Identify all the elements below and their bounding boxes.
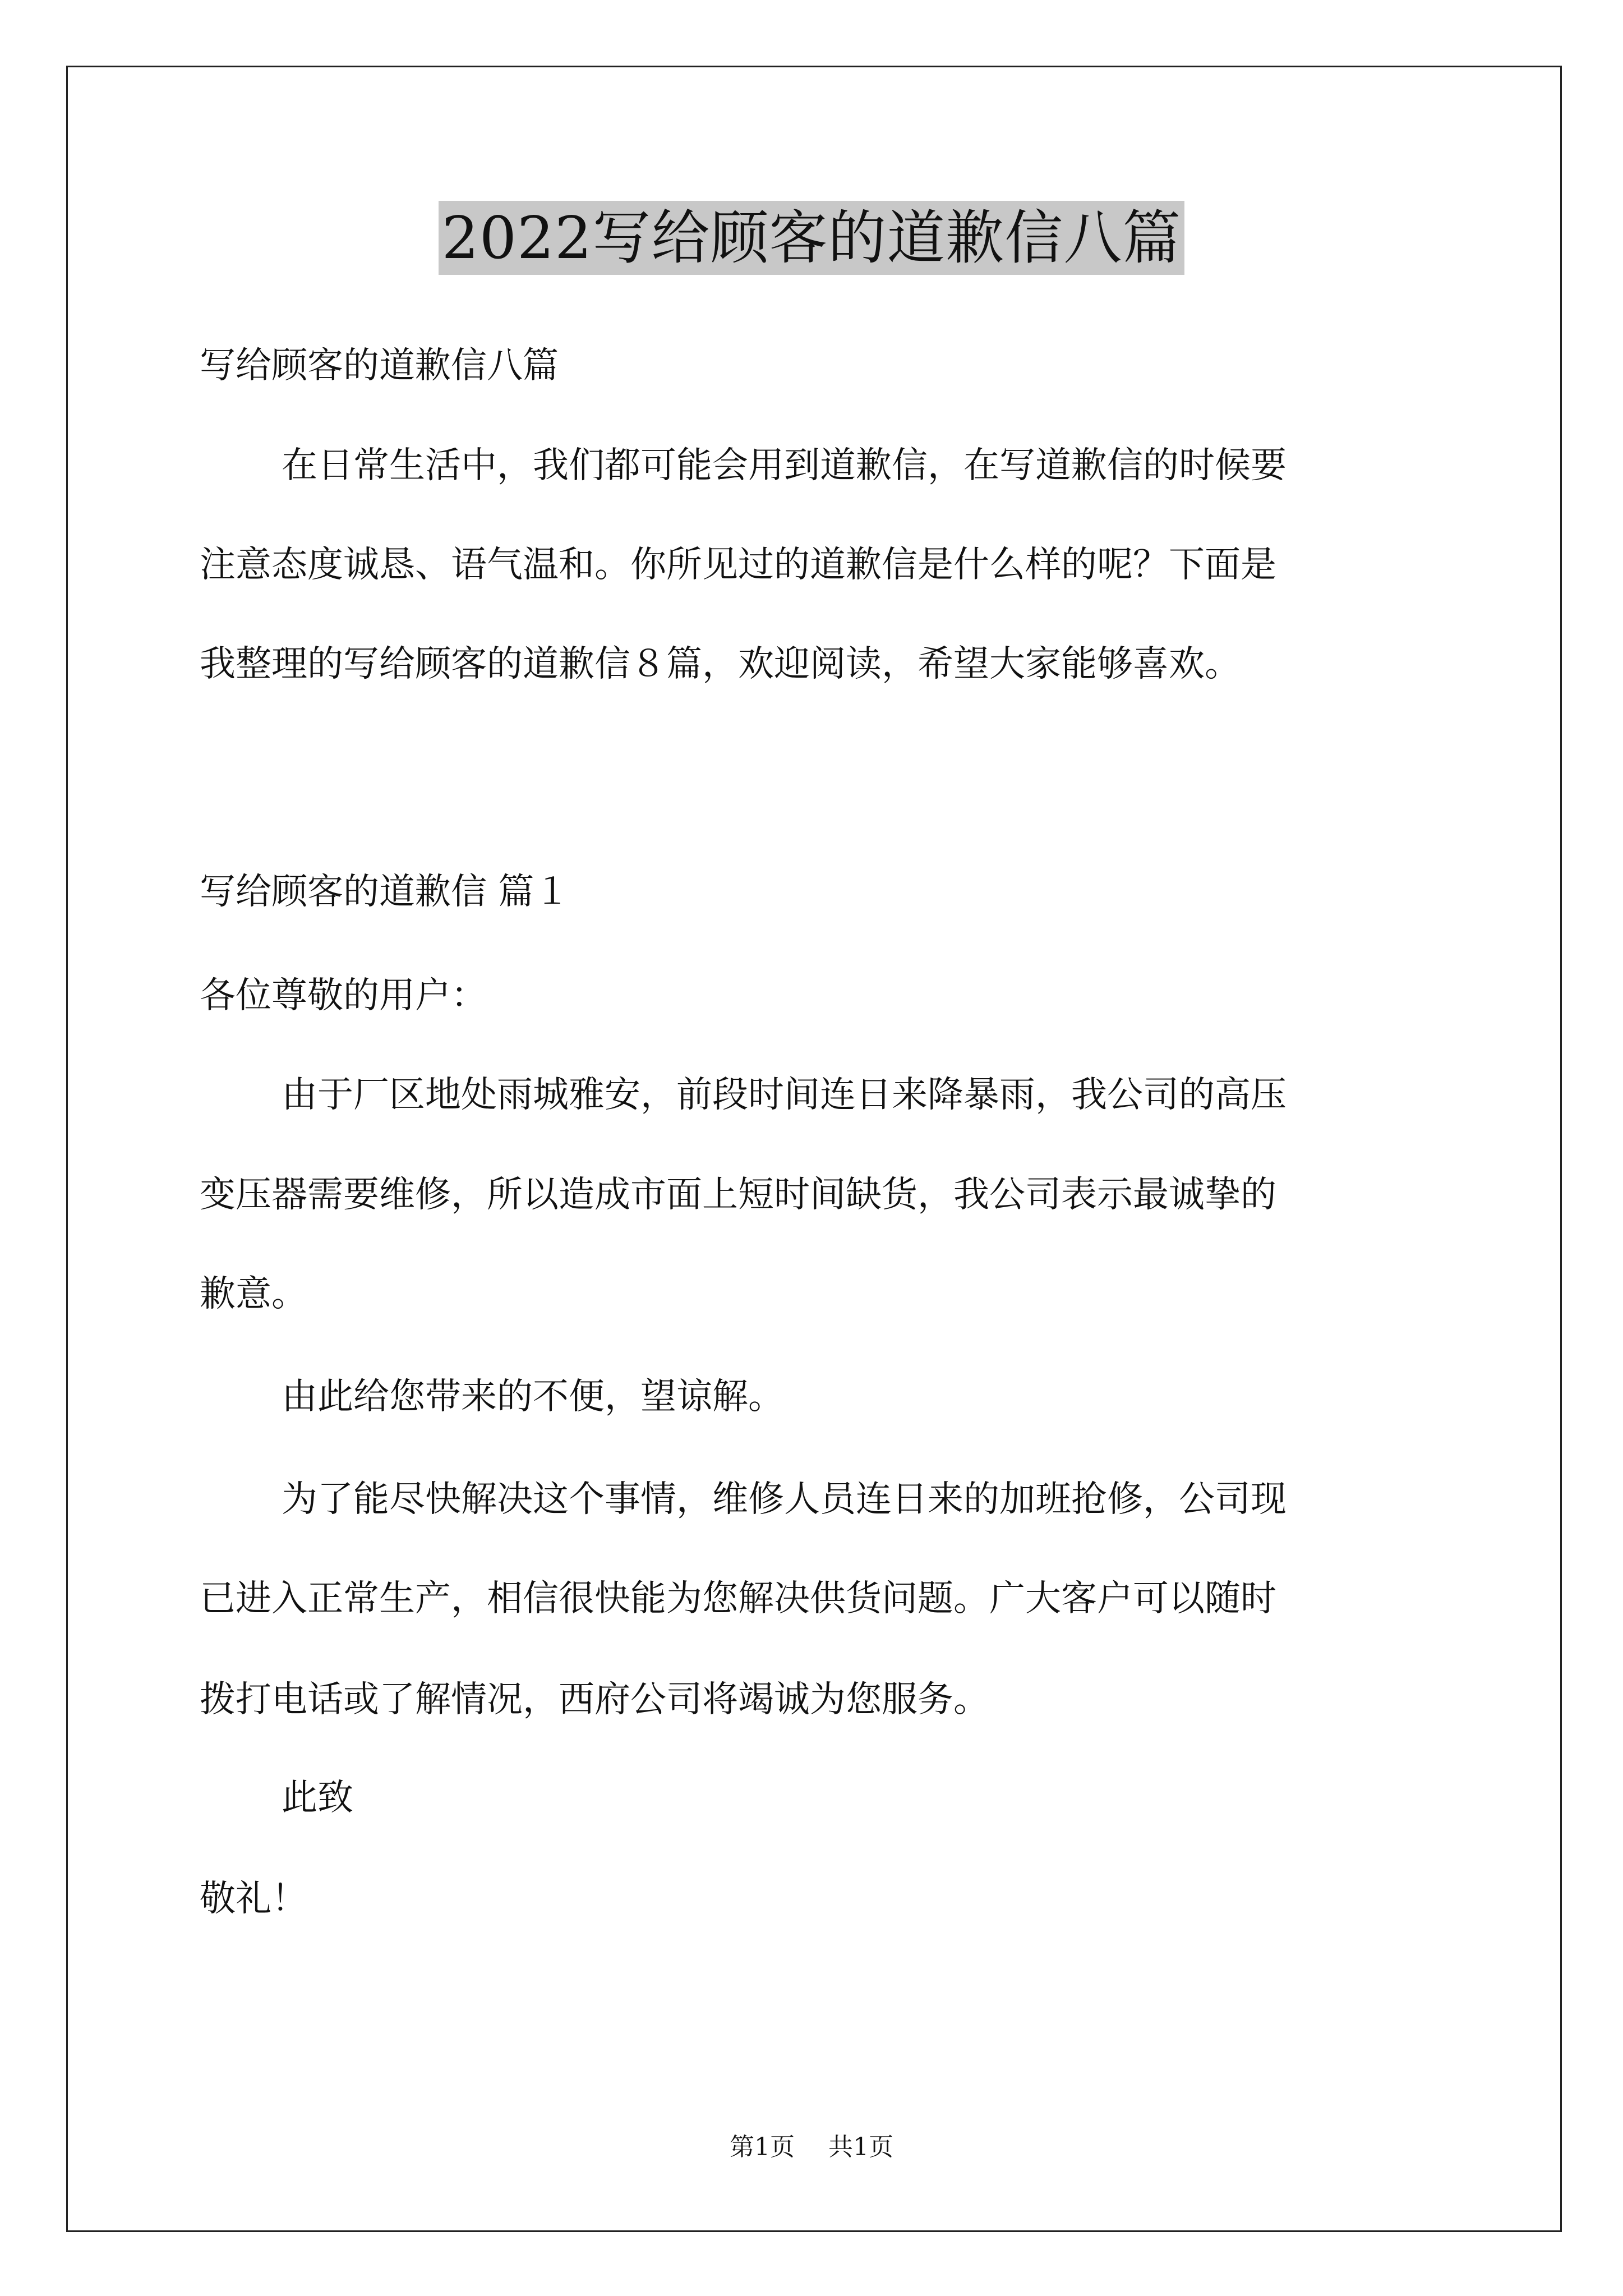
paragraph-2: 由此给您带来的不便，望谅解。 [282,1376,784,1418]
intro-line-1: 在日常生活中，我们都可能会用到道歉信，在写道歉信的时候要 [282,445,1287,486]
document-subtitle: 写给顾客的道歉信八篇 [200,345,559,386]
intro-line-3: 我整理的写给顾客的道歉信８篇，欢迎阅读，希望大家能够喜欢。 [200,643,1241,685]
salutation: 各位尊敬的用户： [200,975,487,1016]
paragraph-1-line-1: 由于厂区地处雨城雅安，前段时间连日来降暴雨，我公司的高压 [282,1074,1287,1116]
intro-line-2: 注意态度诚恳、语气温和。你所见过的道歉信是什么样的呢？下面是 [200,544,1276,586]
closing-regards: 此致 [282,1777,353,1819]
document-title: 2022写给顾客的道歉信八篇 [439,201,1185,275]
paragraph-3-line-1: 为了能尽快解决这个事情，维修人员连日来的加班抢修，公司现 [282,1479,1287,1520]
paragraph-3-line-2: 已进入正常生产，相信很快能为您解决供货问题。广大客户可以随时 [200,1578,1276,1619]
page-number-current: 第1页 [730,2133,795,2161]
closing-salute: 敬礼！ [200,1878,307,1920]
page-footer [0,2132,1623,2163]
paragraph-1-line-2: 变压器需要维修，所以造成市面上短时间缺货，我公司表示最诚挚的 [200,1174,1276,1216]
page-number-total: 共1页 [828,2133,893,2161]
title-block [0,201,1623,275]
paragraph-1-line-3: 歉意。 [200,1273,307,1315]
paragraph-3-line-3: 拨打电话或了解情况，西府公司将竭诚为您服务。 [200,1679,989,1720]
section-heading: 写给顾客的道歉信 篇１ [200,871,570,913]
